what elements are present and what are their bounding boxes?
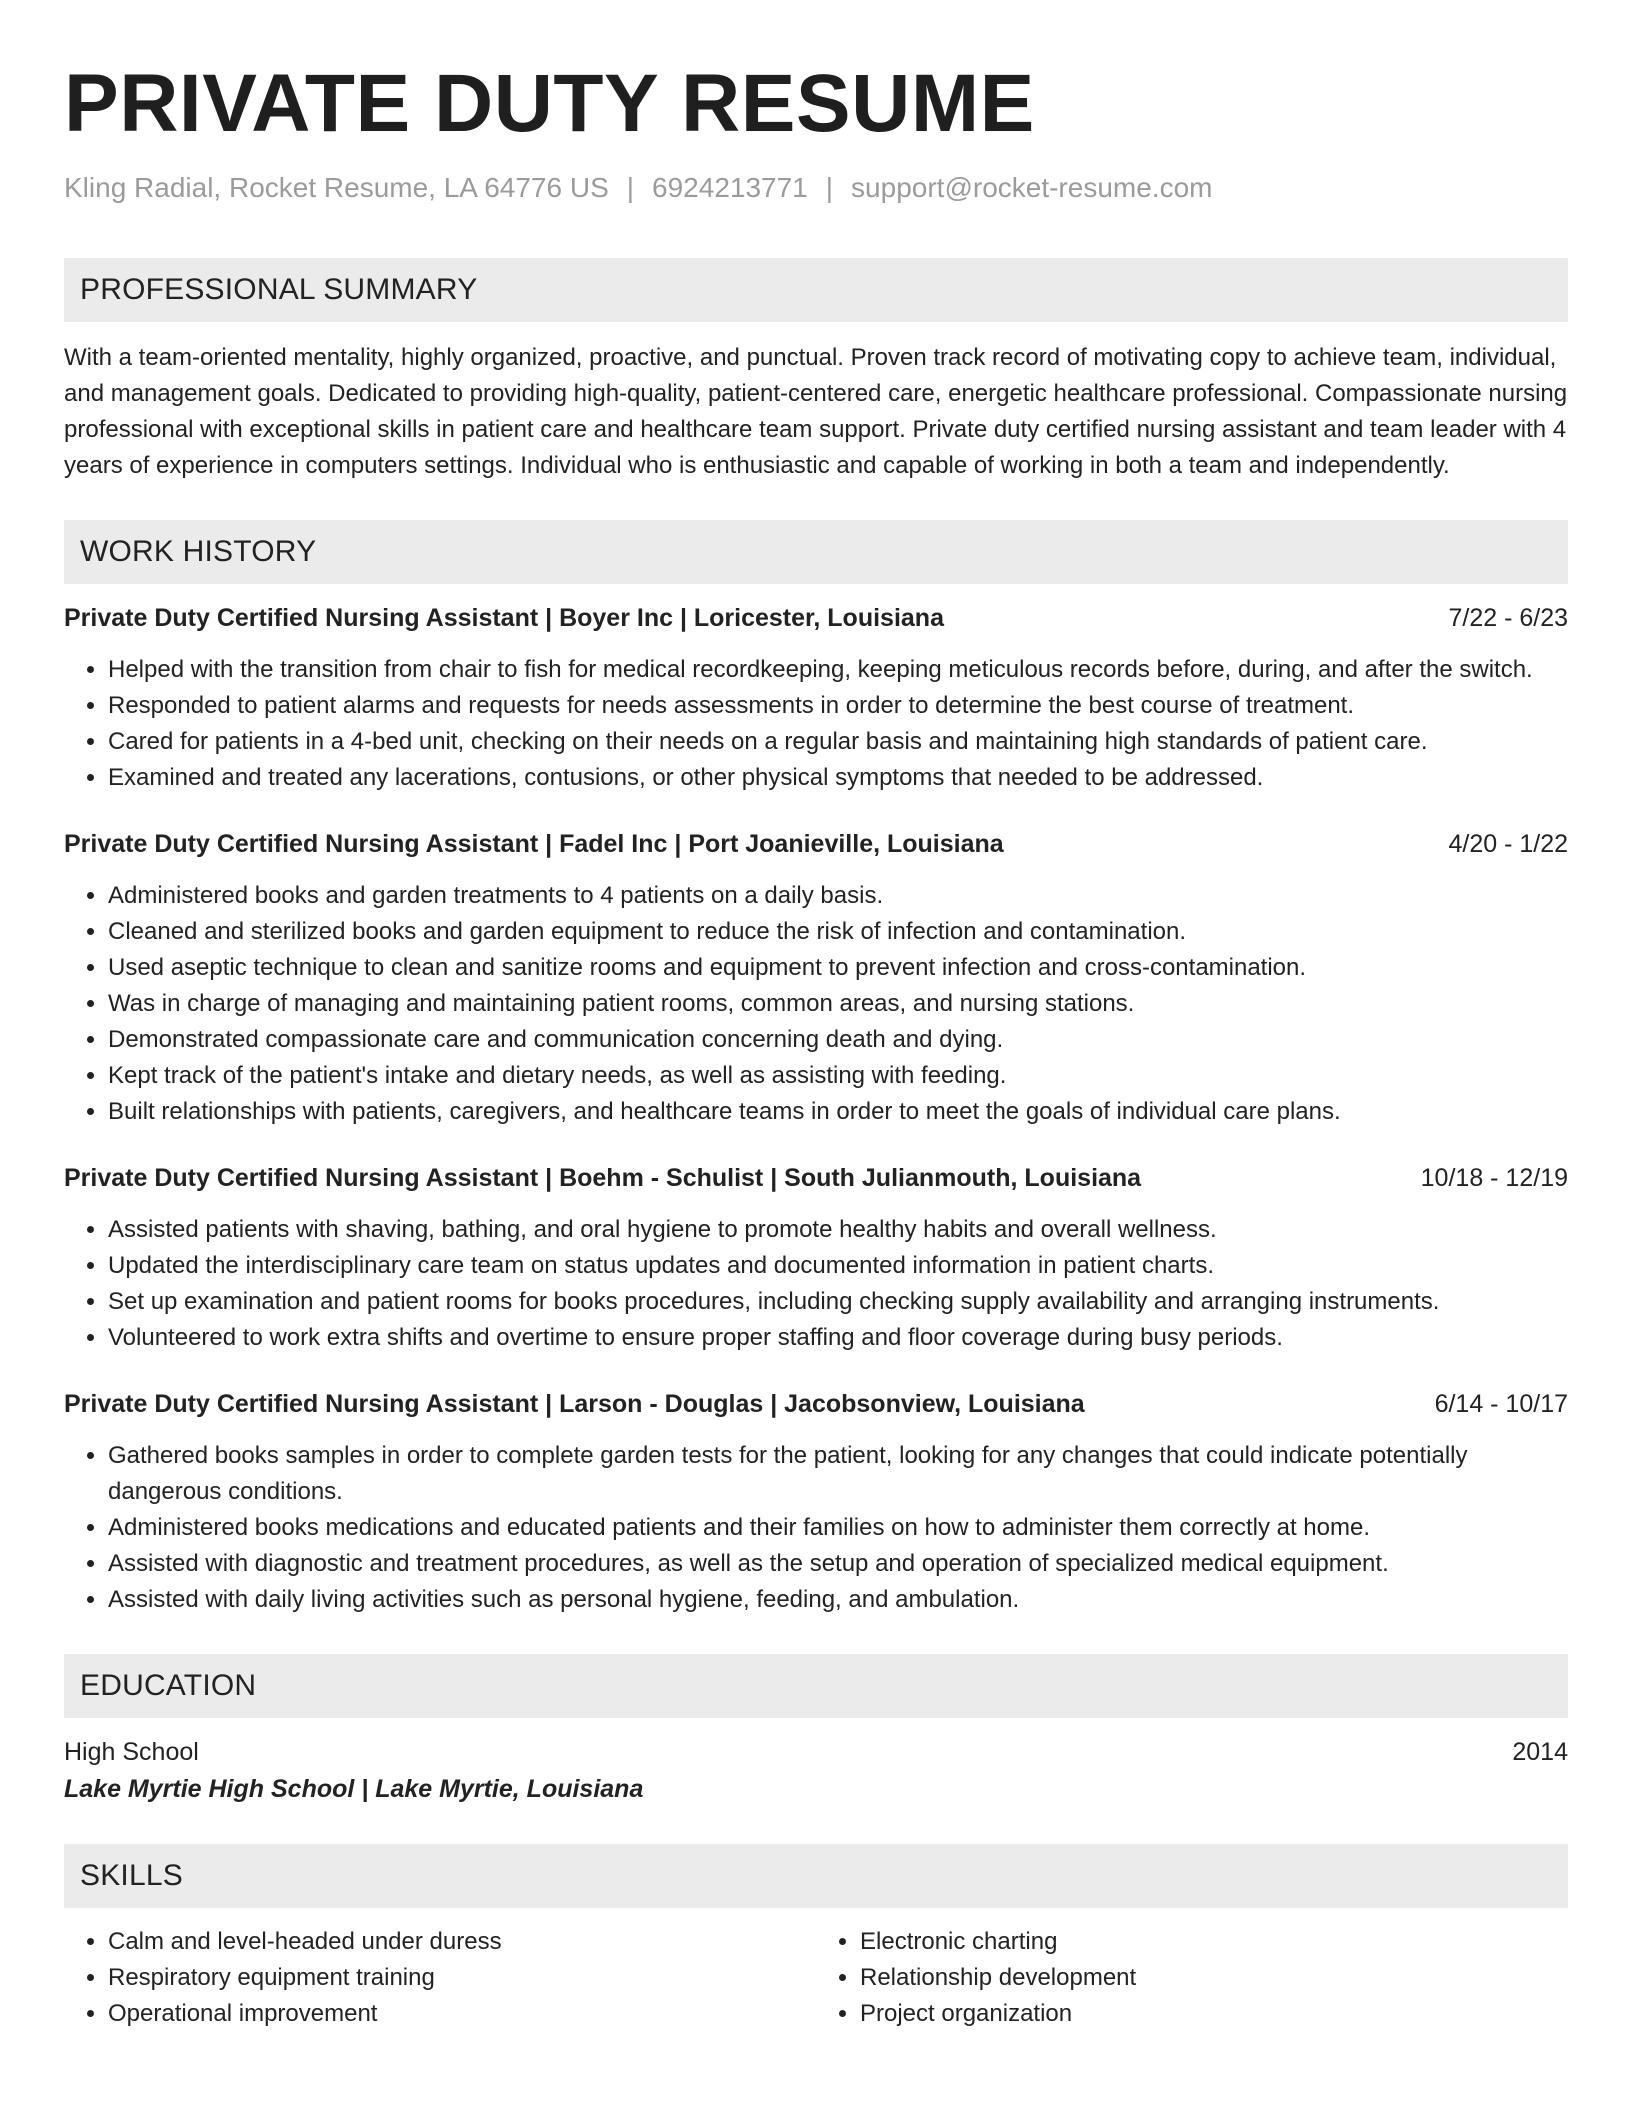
job-bullet: • Set up examination and patient rooms for books procedures, including checking supply availability and arranging instruments.	[108, 1284, 1568, 1320]
job-bullet-list	[64, 1212, 1568, 1356]
job-bullet: • Administered books medications and educated patients and their families on how to administer them correctly at home.	[108, 1510, 1568, 1546]
job-bullet: • Built relationships with patients, caregivers, and healthcare teams in order to meet the goals of individual care plans.	[108, 1094, 1568, 1130]
section-heading-education: EDUCATION	[64, 1654, 1568, 1718]
section-heading-summary: PROFESSIONAL SUMMARY	[64, 258, 1568, 322]
job-title: Private Duty Certified Nursing Assistant | Fadel Inc | Port Joanieville, Louisiana	[64, 830, 1004, 858]
job-bullet: • Cared for patients in a 4-bed unit, checking on their needs on a regular basis and maintaining high standards of patient care.	[108, 724, 1568, 760]
job-bullet: • Assisted with diagnostic and treatment procedures, as well as the setup and operation of specialized medical equipment.	[108, 1546, 1568, 1582]
job-bullet: • Was in charge of managing and maintaining patient rooms, common areas, and nursing stations.	[108, 986, 1568, 1022]
job-dates: 7/22 - 6/23	[1448, 604, 1568, 632]
skill-item: • Electronic charting	[860, 1924, 1568, 1960]
job-bullet: • Gathered books samples in order to complete garden tests for the patient, looking for any changes that could indicate potentially dangerous conditions.	[108, 1438, 1568, 1510]
job-bullet-list	[64, 1438, 1568, 1618]
skill-item: • Project organization	[860, 1996, 1568, 2032]
skills-list-right	[816, 1924, 1568, 2032]
skills-list-left	[64, 1924, 816, 2032]
job-title: Private Duty Certified Nursing Assistant | Boehm - Schulist | South Julianmouth, Louisiana	[64, 1164, 1142, 1192]
contact-line	[64, 170, 1568, 206]
job-bullet: • Used aseptic technique to clean and sanitize rooms and equipment to prevent infection and cross-contamination.	[108, 950, 1568, 986]
job-bullet: • Examined and treated any lacerations, contusions, or other physical symptoms that needed to be addressed.	[108, 760, 1568, 796]
contact-separator: |	[825, 172, 834, 203]
job-header	[64, 600, 1568, 636]
job-bullet: • Administered books and garden treatments to 4 patients on a daily basis.	[108, 878, 1568, 914]
section-heading-work-history: WORK HISTORY	[64, 520, 1568, 584]
job-dates: 10/18 - 12/19	[1420, 1164, 1568, 1192]
summary-text: With a team-oriented mentality, highly organized, proactive, and punctual. Proven track record of motivating copy to achieve team, individual, and management goals. Dedicated to providing high-quality, patient-centered care, energetic healthcare professional. Compassionate nursing professional with exceptional skills in patient care and healthcare team support. Private duty certified nursing assistant and team leader with 4 years of experience in computers settings. Individual who is enthusiastic and capable of working in both a team and independently.	[64, 344, 1568, 479]
contact-address: Kling Radial, Rocket Resume, LA 64776 US	[64, 172, 609, 203]
job-bullet: • Assisted patients with shaving, bathing, and oral hygiene to promote healthy habits and overall wellness.	[108, 1212, 1568, 1248]
education-degree: High School	[64, 1738, 199, 1766]
job-dates: 6/14 - 10/17	[1434, 1390, 1568, 1418]
skills-grid	[64, 1924, 1568, 2032]
work-history-list	[64, 600, 1568, 1618]
job-bullet: • Volunteered to work extra shifts and overtime to ensure proper staffing and floor coverage during busy periods.	[108, 1320, 1568, 1356]
job-header	[64, 826, 1568, 862]
job-bullet: • Helped with the transition from chair to fish for medical recordkeeping, keeping meticulous records before, during, and after the switch.	[108, 652, 1568, 688]
contact-separator: |	[626, 172, 635, 203]
job-bullet-list	[64, 878, 1568, 1130]
job-bullet: • Demonstrated compassionate care and communication concerning death and dying.	[108, 1022, 1568, 1058]
skill-item: • Relationship development	[860, 1960, 1568, 1996]
job-dates: 4/20 - 1/22	[1448, 830, 1568, 858]
job-bullet-list	[64, 652, 1568, 796]
resume-title: PRIVATE DUTY RESUME	[64, 58, 1035, 149]
education-row	[64, 1734, 1568, 1770]
skill-item: • Respiratory equipment training	[108, 1960, 816, 1996]
job-title: Private Duty Certified Nursing Assistant | Larson - Douglas | Jacobsonview, Louisiana	[64, 1390, 1085, 1418]
job-bullet: • Updated the interdisciplinary care team on status updates and documented information in patient charts.	[108, 1248, 1568, 1284]
education-school: Lake Myrtie High School | Lake Myrtie, Louisiana	[64, 1775, 644, 1803]
job-header	[64, 1160, 1568, 1196]
section-heading-skills: SKILLS	[64, 1844, 1568, 1908]
job-bullet: • Cleaned and sterilized books and garden equipment to reduce the risk of infection and contamination.	[108, 914, 1568, 950]
job-bullet: • Assisted with daily living activities such as personal hygiene, feeding, and ambulation.	[108, 1582, 1568, 1618]
skill-item: • Operational improvement	[108, 1996, 816, 2032]
job-bullet: • Responded to patient alarms and requests for needs assessments in order to determine the best course of treatment.	[108, 688, 1568, 724]
contact-phone: 6924213771	[652, 172, 808, 203]
skill-item: • Calm and level-headed under duress	[108, 1924, 816, 1960]
job-title: Private Duty Certified Nursing Assistant | Boyer Inc | Loricester, Louisiana	[64, 604, 944, 632]
job-bullet: • Kept track of the patient's intake and dietary needs, as well as assisting with feeding.	[108, 1058, 1568, 1094]
contact-email: support@rocket-resume.com	[851, 172, 1213, 203]
education-year: 2014	[1512, 1738, 1568, 1766]
job-header	[64, 1386, 1568, 1422]
